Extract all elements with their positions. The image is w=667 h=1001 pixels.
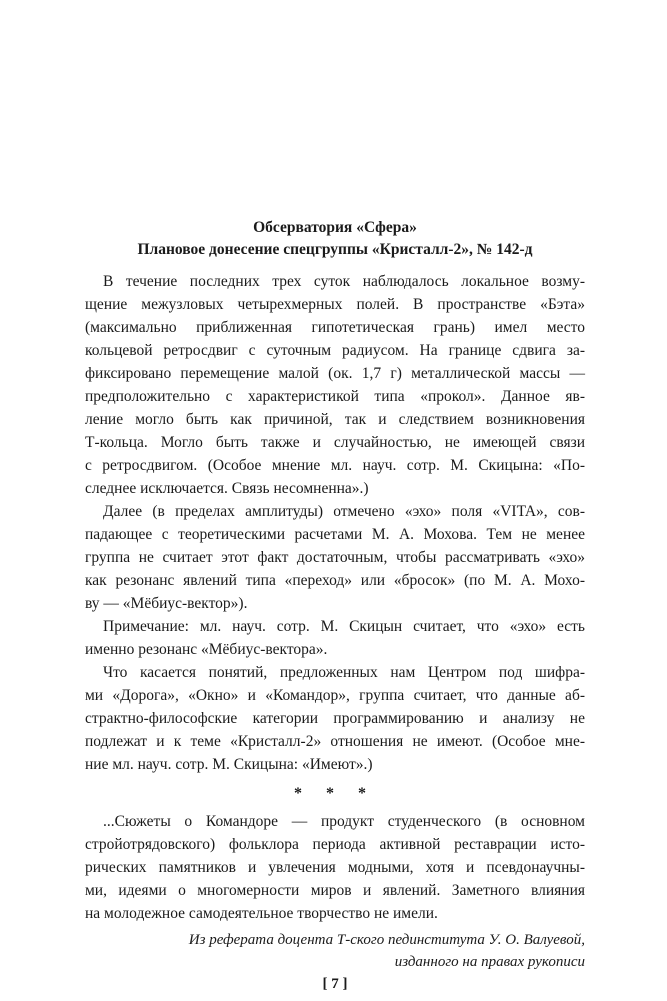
book-page: [85, 0, 585, 1001]
source-attribution: Из реферата доцента Т-ского пединститута У. О. Валуевой,: [188, 932, 585, 948]
text-line: рических памятников и увлечения модными, хотя и псевдонаучны-: [85, 859, 585, 876]
text-line: страктно-философские категории программированию и анализу не: [85, 710, 585, 727]
text-line: падающее с теоретическими расчетами М. А. Мохова. Тем не менее: [85, 526, 585, 543]
text-line: стройотрядовского) фольклора периода активной реставрации исто-: [85, 836, 585, 853]
text-line: подлежат и к теме «Кристалл-2» отношения не имеют. (Особое мне-: [85, 733, 585, 750]
text-line: ву — «Мёбиус-вектор»).: [85, 595, 248, 612]
text-line: ...Сюжеты о Командоре — продукт студенческого (в основном: [103, 813, 585, 830]
text-line: с ретросдвигом. (Особое мнение мл. науч. сотр. М. Скицына: «По-: [85, 457, 585, 474]
text-line: ми, идеями о многомерности миров и явлений. Заметного влияния: [85, 882, 585, 899]
text-line: ми «Дорога», «Окно» и «Командор», группа считает, что данные аб-: [85, 687, 585, 704]
text-line: Далее (в пределах амплитуды) отмечено «эхо» поля «VITA», сов-: [103, 503, 585, 520]
text-line: Т-кольца. Могло быть также и случайностью, не имеющей связи: [85, 434, 585, 451]
text-line: предположительно с характеристикой типа «прокол». Данное яв-: [85, 388, 585, 405]
text-line: следнее исключается. Связь несомненна».): [85, 480, 369, 497]
text-line: на молодежное самодеятельное творчество не имели.: [85, 905, 438, 922]
section-separator: * * *: [294, 785, 376, 802]
text-line: группа не считает этот факт достаточным, чтобы рассматривать «эхо»: [85, 549, 585, 566]
heading-title: Обсерватория «Сфера»: [253, 219, 417, 236]
text-line: Примечание: мл. науч. сотр. М. Скицын считает, что «эхо» есть: [103, 618, 585, 635]
text-line: как резонанс явлений типа «переход» или «бросок» (по М. А. Мохо-: [85, 572, 585, 589]
page-number: [ 7 ]: [322, 976, 348, 992]
text-line: щение межузловых четырехмерных полей. В пространстве «Бэта»: [85, 296, 585, 313]
text-line: именно резонанс «Мёбиус-вектора».: [85, 641, 328, 658]
text-line: Что касается понятий, предложенных нам Центром под шифра-: [103, 664, 585, 681]
text-line: кольцевой ретросдвиг с суточным радиусом. На границе сдвига за-: [85, 342, 585, 359]
source-attribution-line2: изданного на правах рукописи: [394, 954, 585, 970]
text-line: фиксировано перемещение малой (ок. 1,7 г) металлической массы —: [85, 365, 585, 382]
text-line: (максимально приближенная гипотетическая грань) имел место: [85, 319, 585, 336]
text-line: В течение последних трех суток наблюдалось локальное возму-: [103, 273, 585, 290]
text-line: ние мл. науч. сотр. М. Скицына: «Имеют».): [85, 756, 373, 773]
heading-subtitle: Плановое донесение спецгруппы «Кристалл-2», № 142-д: [137, 241, 533, 258]
text-line: ление могло быть как причиной, так и следствием возникновения: [85, 411, 585, 428]
